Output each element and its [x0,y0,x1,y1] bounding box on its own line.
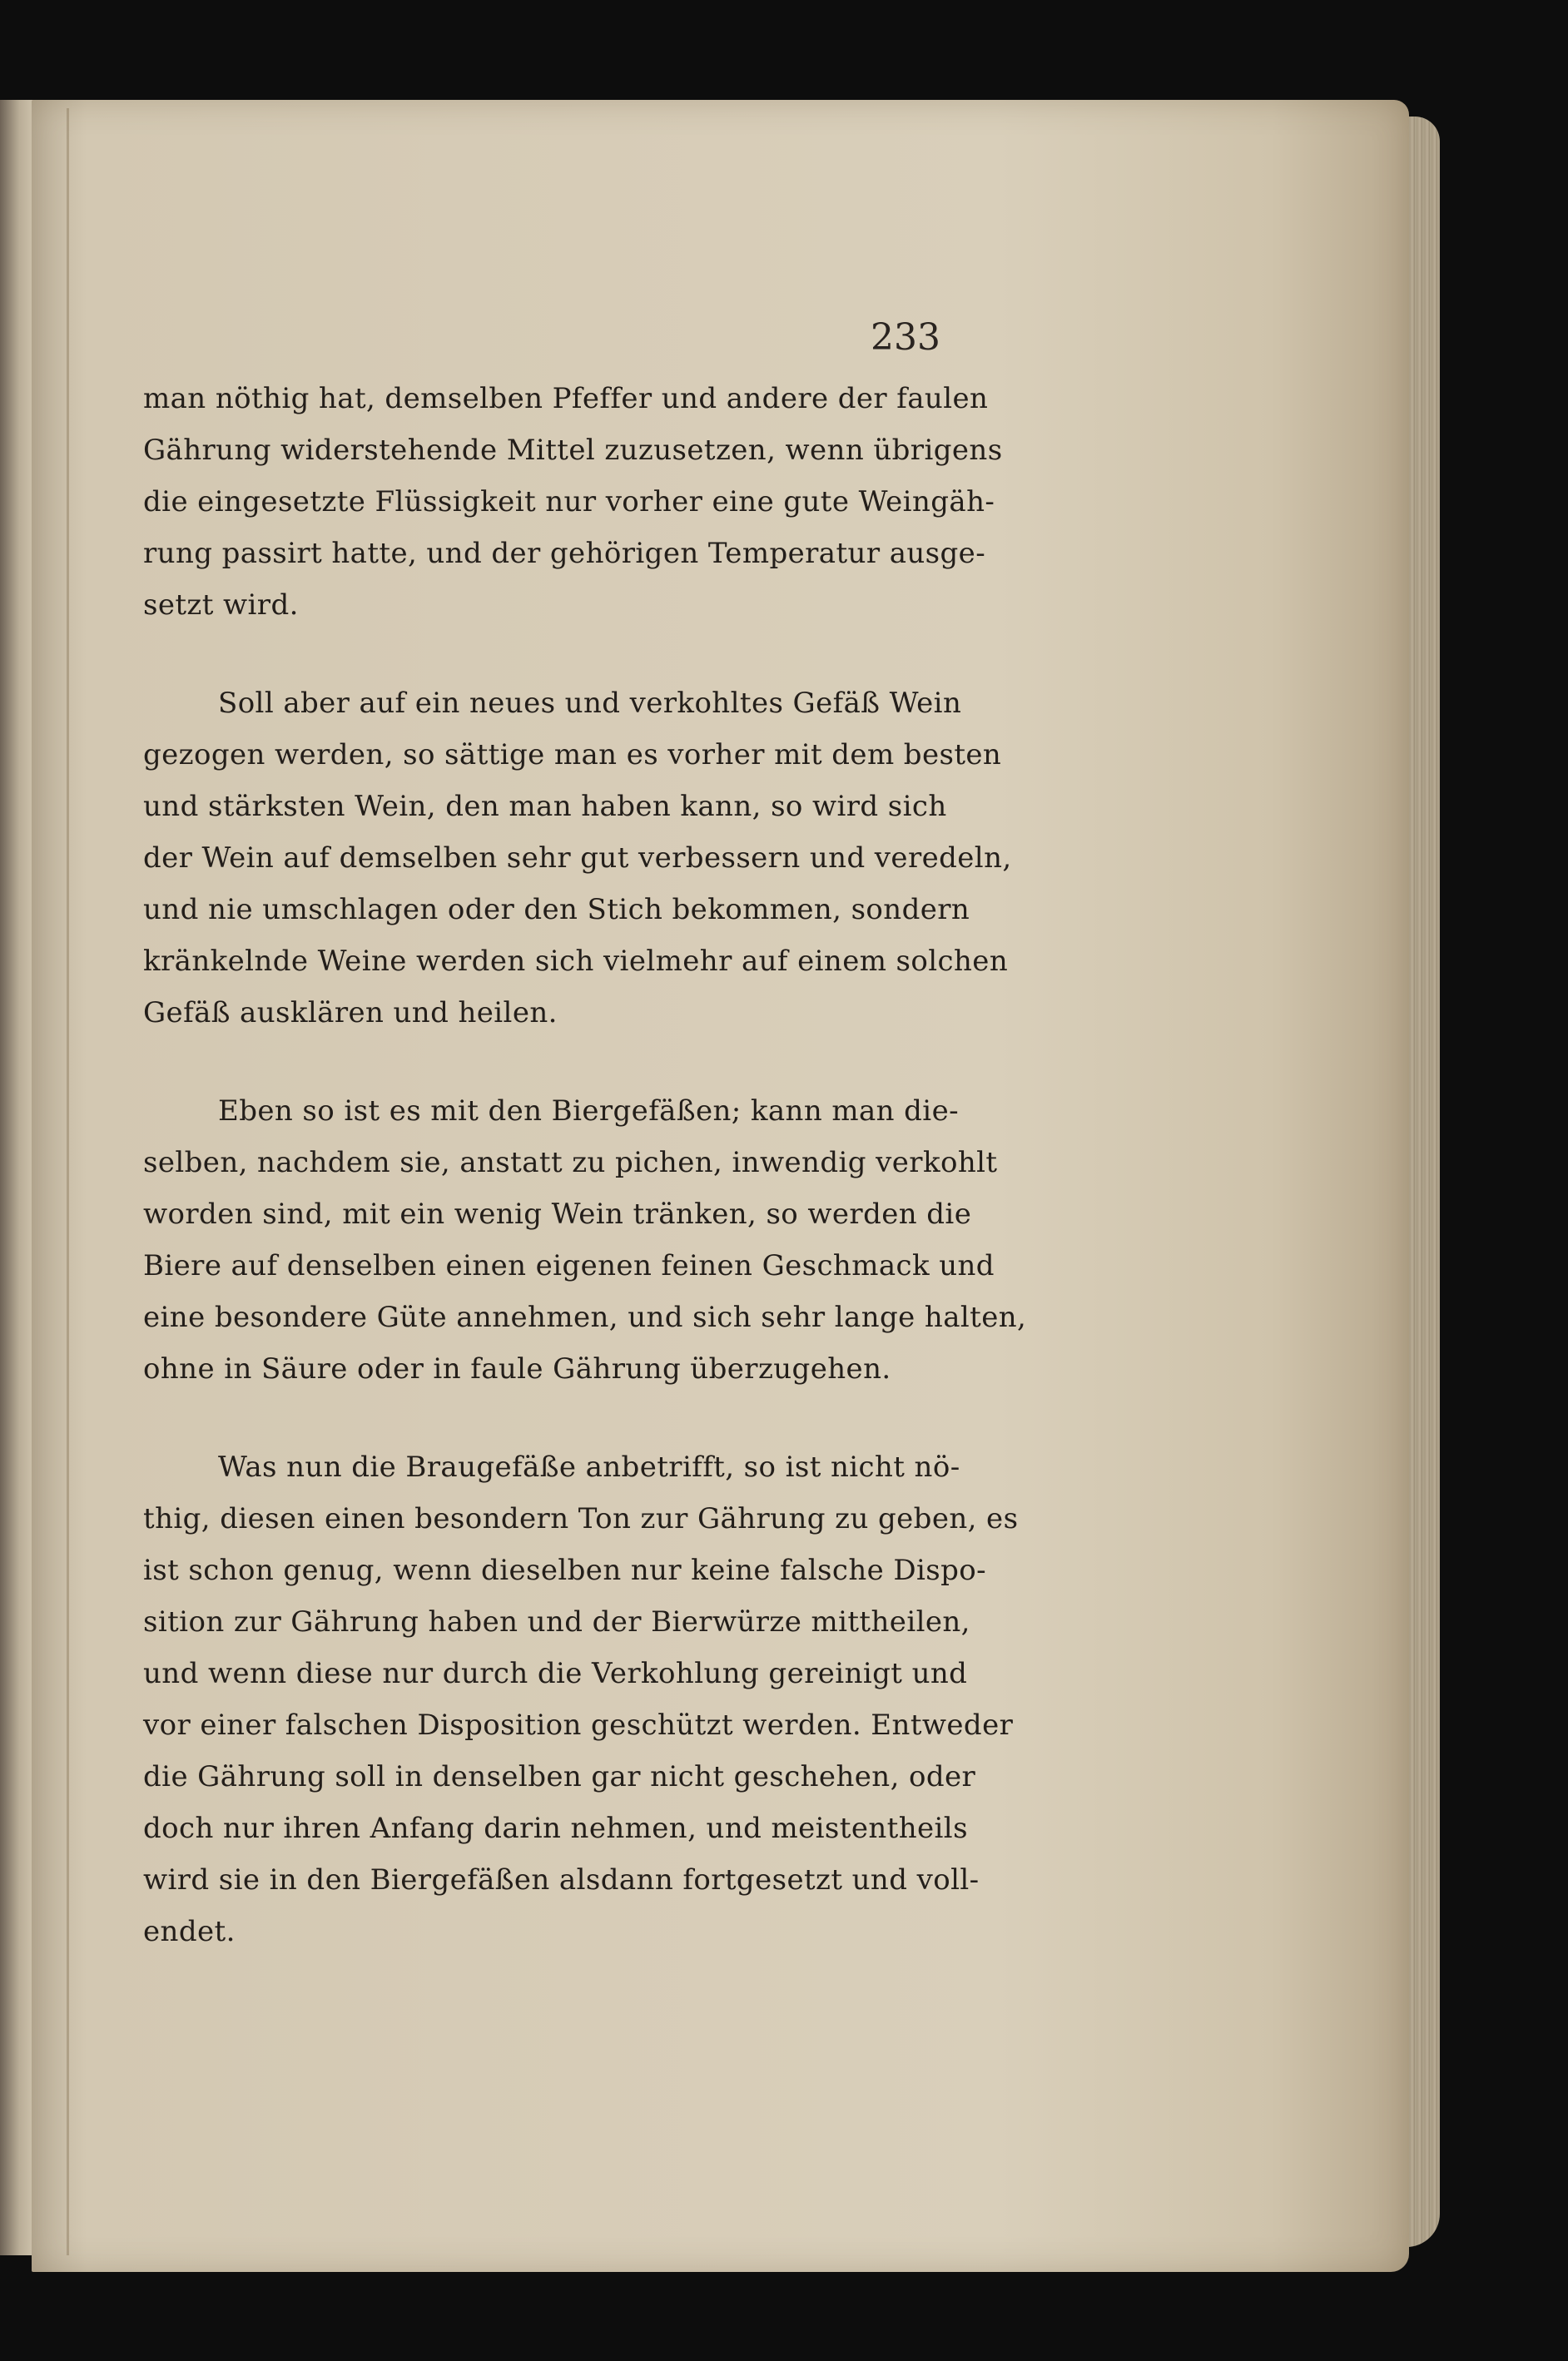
text-line: Was nun die Braugefäße anbetrifft, so ist nicht nö- [218,1451,960,1484]
gutter-line [67,108,69,2255]
text-line: und stärksten Wein, den man haben kann, so wird sich [143,790,947,823]
text-line: der Wein auf demselben sehr gut verbessern und veredeln, [143,841,1012,875]
text-line: setzt wird. [143,588,299,622]
text-line: selben, nachdem sie, anstatt zu pichen, inwendig verkohlt [143,1146,998,1179]
text-line: man nöthig hat, demselben Pfeffer und andere der faulen [143,382,989,415]
text-line: Soll aber auf ein neues und verkohltes Gefäß Wein [218,687,962,720]
paragraph [143,373,1003,631]
paragraph [143,1085,1027,1395]
page-number: 233 [871,316,940,359]
body-text [143,373,1027,2004]
text-line: worden sind, mit ein wenig Wein tränken, so werden die [143,1198,972,1231]
text-line: Eben so ist es mit den Biergefäßen; kann man die- [218,1094,959,1128]
text-line: wird sie in den Biergefäßen alsdann fortgesetzt und voll- [143,1863,980,1897]
text-line: die Gährung soll in denselben gar nicht geschehen, oder [143,1760,976,1793]
text-line: sition zur Gährung haben und der Bierwürze mittheilen, [143,1605,970,1639]
text-line: rung passirt hatte, und der gehörigen Temperatur ausge- [143,537,986,570]
text-line: gezogen werden, so sättige man es vorher mit dem besten [143,738,1002,771]
text-line: Gährung widerstehende Mittel zuzusetzen, wenn übrigens [143,434,1003,467]
text-line: kränkelnde Weine werden sich vielmehr auf einem solchen [143,945,1009,978]
text-line: endet. [143,1915,236,1948]
paragraph [143,1441,1019,1957]
text-line: thig, diesen einen besondern Ton zur Gährung zu geben, es [143,1502,1019,1535]
paragraph [143,677,1012,1039]
text-line: und wenn diese nur durch die Verkohlung gereinigt und [143,1657,968,1690]
text-line: und nie umschlagen oder den Stich bekommen, sondern [143,893,970,926]
text-line: ohne in Säure oder in faule Gährung überzugehen. [143,1352,891,1386]
text-line: ist schon genug, wenn dieselben nur keine falsche Dispo- [143,1554,987,1587]
text-line: doch nur ihren Anfang darin nehmen, und meistentheils [143,1812,968,1845]
text-line: vor einer falschen Disposition geschützt werden. Entweder [143,1709,1014,1742]
text-line: die eingesetzte Flüssigkeit nur vorher eine gute Weingäh- [143,485,995,518]
text-line: Biere auf denselben einen eigenen feinen Geschmack und [143,1249,995,1282]
text-line: eine besondere Güte annehmen, und sich sehr lange halten, [143,1301,1027,1334]
text-line: Gefäß ausklären und heilen. [143,996,558,1029]
previous-page-edge [0,100,35,2255]
